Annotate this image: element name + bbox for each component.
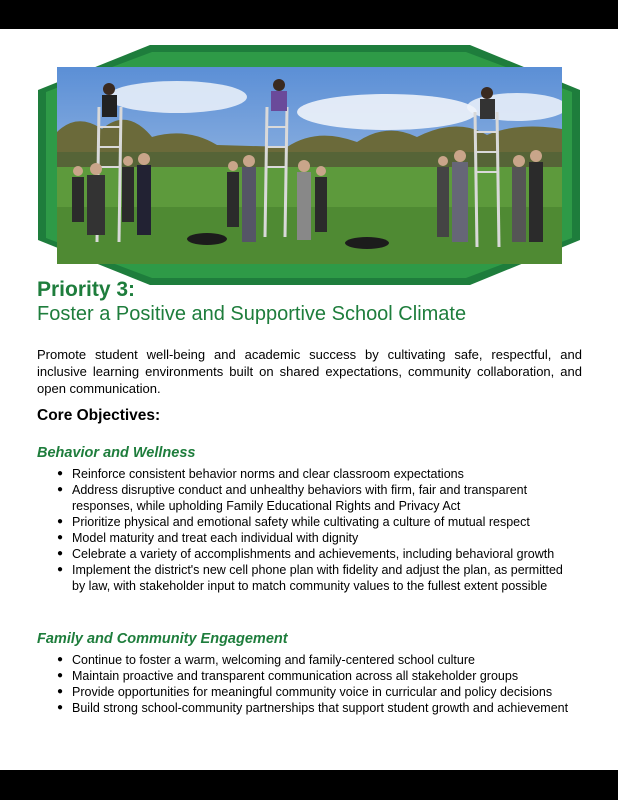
bullet-icon: ● xyxy=(57,564,64,575)
priority-subtitle: Foster a Positive and Supportive School Climate xyxy=(37,303,467,325)
bullet-icon: ● xyxy=(57,516,64,527)
list-item: ● Model maturity and treat each individual with dignity xyxy=(57,531,359,545)
bullet-icon: ● xyxy=(57,702,64,713)
list-item: ● Maintain proactive and transparent communication across all stakeholder groups xyxy=(57,669,519,683)
bullet-icon: ● xyxy=(57,686,64,697)
list-item: ● Continue to foster a warm, welcoming and family-centered school culture xyxy=(57,653,475,667)
bullet-icon: ● xyxy=(57,548,64,559)
bullet-icon: ● xyxy=(57,468,64,479)
bullet-icon: ● xyxy=(57,532,64,543)
section-heading-behavior: Behavior and Wellness xyxy=(37,445,196,461)
hero-photo xyxy=(57,67,562,264)
intro-paragraph: Promote student well-being and academic success by cultivating safe, respectful, and inclusive learning environments built on shared expectations, community collaboration, and open communication. xyxy=(37,347,582,396)
family-list xyxy=(56,652,576,716)
behavior-list xyxy=(56,466,576,594)
list-item: ● Address disruptive conduct and unhealthy behaviors with firm, fair and transparent responses, while upholding Family Educational Rights and Privacy Act xyxy=(57,483,528,513)
bullet-icon: ● xyxy=(57,670,64,681)
priority-label: Priority 3: xyxy=(37,278,136,301)
bottom-bar xyxy=(0,770,618,800)
core-objectives-heading: Core Objectives: xyxy=(37,407,161,424)
hero-banner xyxy=(0,40,618,290)
bullet-icon: ● xyxy=(57,484,64,495)
list-item: ● Implement the district's new cell phone plan with fidelity and adjust the plan, as permitted by law, with stakeholder input to match community values to the fullest extent possible xyxy=(57,563,563,593)
list-item: ● Celebrate a variety of accomplishments and achievements, including behavioral growth xyxy=(57,547,555,561)
list-item: ● Provide opportunities for meaningful community voice in curricular and policy decisions xyxy=(57,685,553,699)
list-item: ● Reinforce consistent behavior norms and clear classroom expectations xyxy=(57,467,464,481)
hero-photo-illustration xyxy=(57,67,562,264)
list-item: ● Build strong school-community partnerships that support student growth and achievement xyxy=(57,701,569,715)
bullet-icon: ● xyxy=(57,654,64,665)
section-heading-family: Family and Community Engagement xyxy=(37,631,288,647)
list-item: ● Prioritize physical and emotional safety while cultivating a culture of mutual respect xyxy=(57,515,530,529)
top-bar xyxy=(0,0,618,29)
